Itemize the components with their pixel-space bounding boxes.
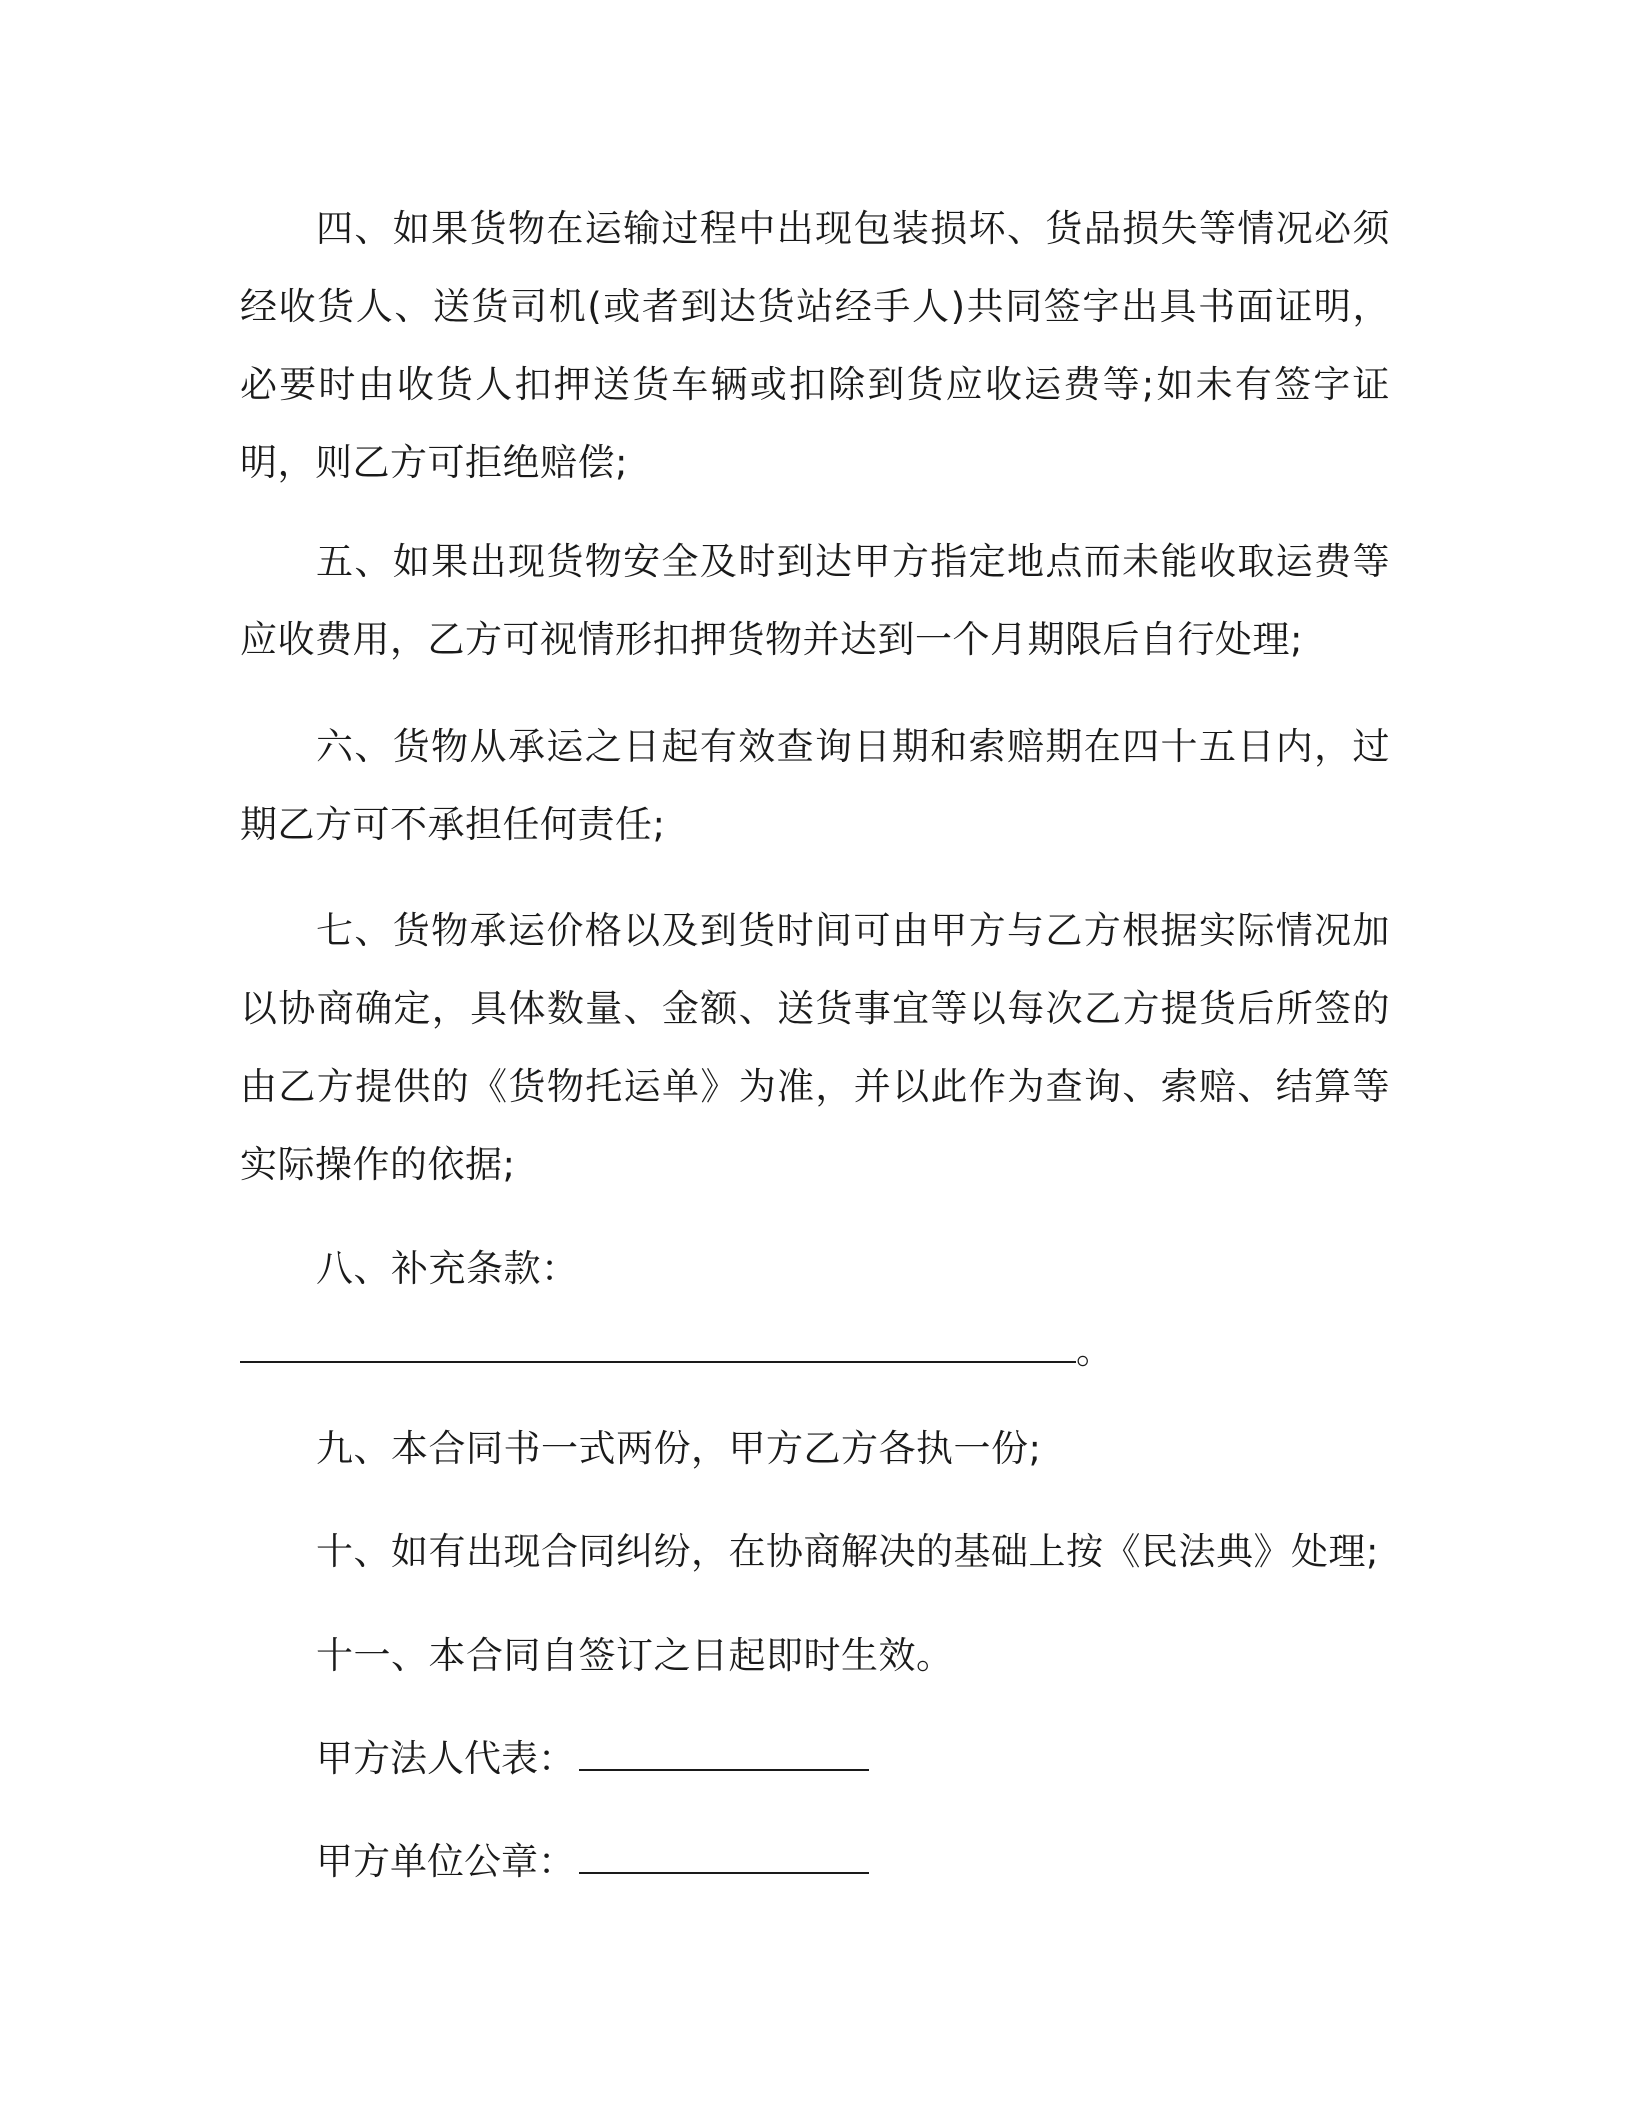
clause-8: 八、补充条款： xyxy=(316,1247,579,1290)
company-seal-label: 甲方单位公章： xyxy=(316,1840,575,1883)
clause-6: 六、货物从承运之日起有效查询日期和索赔期在四十五日内，过期乙方可不承担任何责任; xyxy=(240,725,1390,846)
clause-10: 十、如有出现合同纠纷，在协商解决的基础上按《民法典》处理; xyxy=(316,1530,1379,1573)
clause-11: 十一、本合同自签订之日起即时生效。 xyxy=(316,1634,954,1677)
legal-representative-blank xyxy=(579,1729,869,1771)
company-seal-blank xyxy=(579,1832,869,1874)
supplementary-blank xyxy=(240,1321,1076,1363)
supplementary-end-mark: 。 xyxy=(1076,1329,1113,1372)
clause-4: 四、如果货物在运输过程中出现包装损坏、货品损失等情况必须经收货人、送货司机(或者到达货站经手人)共同签字出具书面证明，必要时由收货人扣押送货车辆或扣除到货应收运费等;如未有签字证明，则乙方可拒绝赔偿; xyxy=(240,207,1390,484)
legal-representative-line xyxy=(316,1720,869,1798)
company-seal-line xyxy=(316,1823,869,1901)
legal-representative-label: 甲方法人代表： xyxy=(316,1737,575,1780)
clause-9: 九、本合同书一式两份，甲方乙方各执一份; xyxy=(316,1427,1042,1470)
clause-7: 七、货物承运价格以及到货时间可由甲方与乙方根据实际情况加以协商确定，具体数量、金额、送货事宜等以每次乙方提货后所签的由乙方提供的《货物托运单》为准，并以此作为查询、索赔、结算等实际操作的依据; xyxy=(240,909,1390,1186)
clause-5: 五、如果出现货物安全及时到达甲方指定地点而未能收取运费等应收费用，乙方可视情形扣押货物并达到一个月期限后自行处理; xyxy=(240,540,1390,661)
supplementary-terms-line xyxy=(240,1312,1113,1390)
